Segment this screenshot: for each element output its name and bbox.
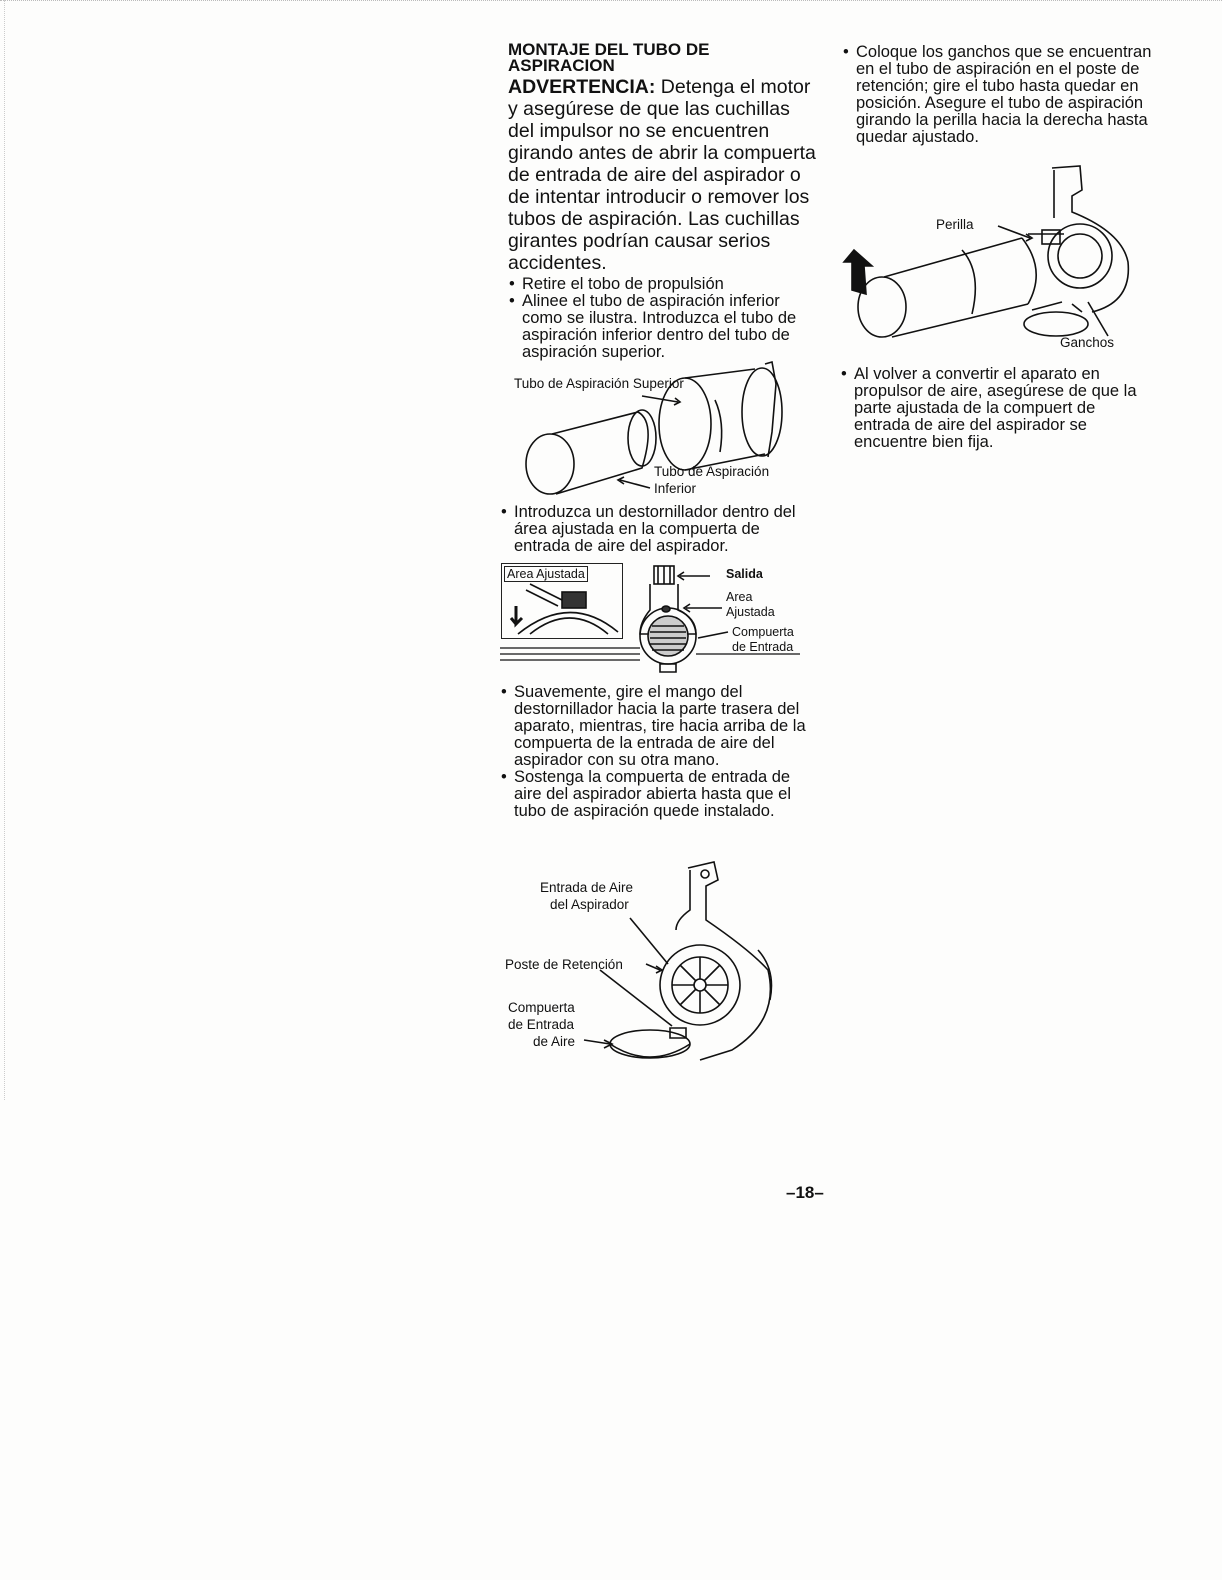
page-top-edge	[0, 0, 1222, 3]
steps-list-d	[842, 44, 1154, 146]
list-item: • Retire el tobo de propulsión	[508, 276, 820, 293]
steps-list-b	[500, 504, 818, 555]
left-column-b	[500, 504, 818, 555]
label-outlet: Salida	[726, 567, 763, 581]
label-door-2: de Entrada	[732, 640, 794, 654]
list-item: • Sostenga la compuerta de entrada de aire del aspirador abierta hasta que el tubo de aspiración quede instalado.	[500, 769, 818, 820]
label-area-2: Ajustada	[726, 605, 775, 619]
steps-list-e	[840, 366, 1146, 451]
label-post: Poste de Retención	[505, 957, 623, 972]
label-door-c: de Aire	[533, 1034, 576, 1049]
label-door-a: Compuerta	[508, 1000, 575, 1015]
left-column	[508, 42, 820, 361]
steps-list-c	[500, 684, 818, 820]
list-item: • Suavemente, gire el mango del destornillador hacia la parte trasera del aparato, mientras, tire hacia arriba de la compuerta de la entrada de aire del aspirador con su otra mano.	[500, 684, 818, 769]
list-item: • Introduzca un destornillador dentro del área ajustada en la compuerta de entrada de aire del aspirador.	[500, 504, 818, 555]
label-intake-1: Entrada de Aire	[540, 880, 634, 895]
steps-list-a	[508, 276, 820, 361]
list-item: • Al volver a convertir el aparato en propulsor de aire, asegúrese de que la parte ajustada de la compuert de entrada de aire del aspirador se encuentre bien fija.	[840, 366, 1146, 451]
label-knob: Perilla	[936, 217, 974, 232]
label-intake-2: del Aspirador	[550, 897, 629, 912]
left-column-c	[500, 684, 818, 820]
label-inset-area: Area Ajustada	[504, 566, 588, 582]
warning-label: ADVERTENCIA:	[508, 76, 656, 98]
label-area-1: Area	[726, 590, 753, 604]
label-lower-tube-2: Inferior	[654, 481, 697, 496]
section-title: MONTAJE DEL TUBO DE ASPIRACION	[508, 40, 710, 75]
list-item: • Coloque los ganchos que se encuentran en el tubo de aspiración en el poste de retención; gire el tubo hasta quedar en posición. Asegure el tubo de aspiración girando la perilla hacia la derecha hasta quedar ajustado.	[842, 44, 1154, 146]
warning-paragraph	[508, 76, 820, 274]
page-number: –18–	[786, 1183, 824, 1202]
label-door-1: Compuerta	[732, 625, 794, 639]
warning-text: Detenga el motor y asegúrese de que las cuchillas del impulsor no se encuentren girando antes de abrir la compuerta de entrada de aire del aspirador o de intentar introducir o remover los tubos de aspiración. Las cuchillas girantes podrían causar serios accidentes.	[508, 76, 816, 274]
page-left-edge	[4, 0, 6, 1100]
label-hooks: Ganchos	[1060, 335, 1115, 350]
label-lower-tube-1: Tubo de Aspiración	[654, 464, 770, 479]
label-upper-tube: Tubo de Aspiración Superior	[514, 376, 684, 391]
installed-tube-illustration	[832, 162, 1142, 347]
list-item: • Alinee el tubo de aspiración inferior como se ilustra. Introduzca el tubo de aspiración inferior dentro del tubo de aspiración superior.	[508, 293, 820, 361]
right-column-b	[840, 366, 1146, 451]
label-door-b: de Entrada	[508, 1017, 575, 1032]
right-column	[842, 44, 1154, 146]
